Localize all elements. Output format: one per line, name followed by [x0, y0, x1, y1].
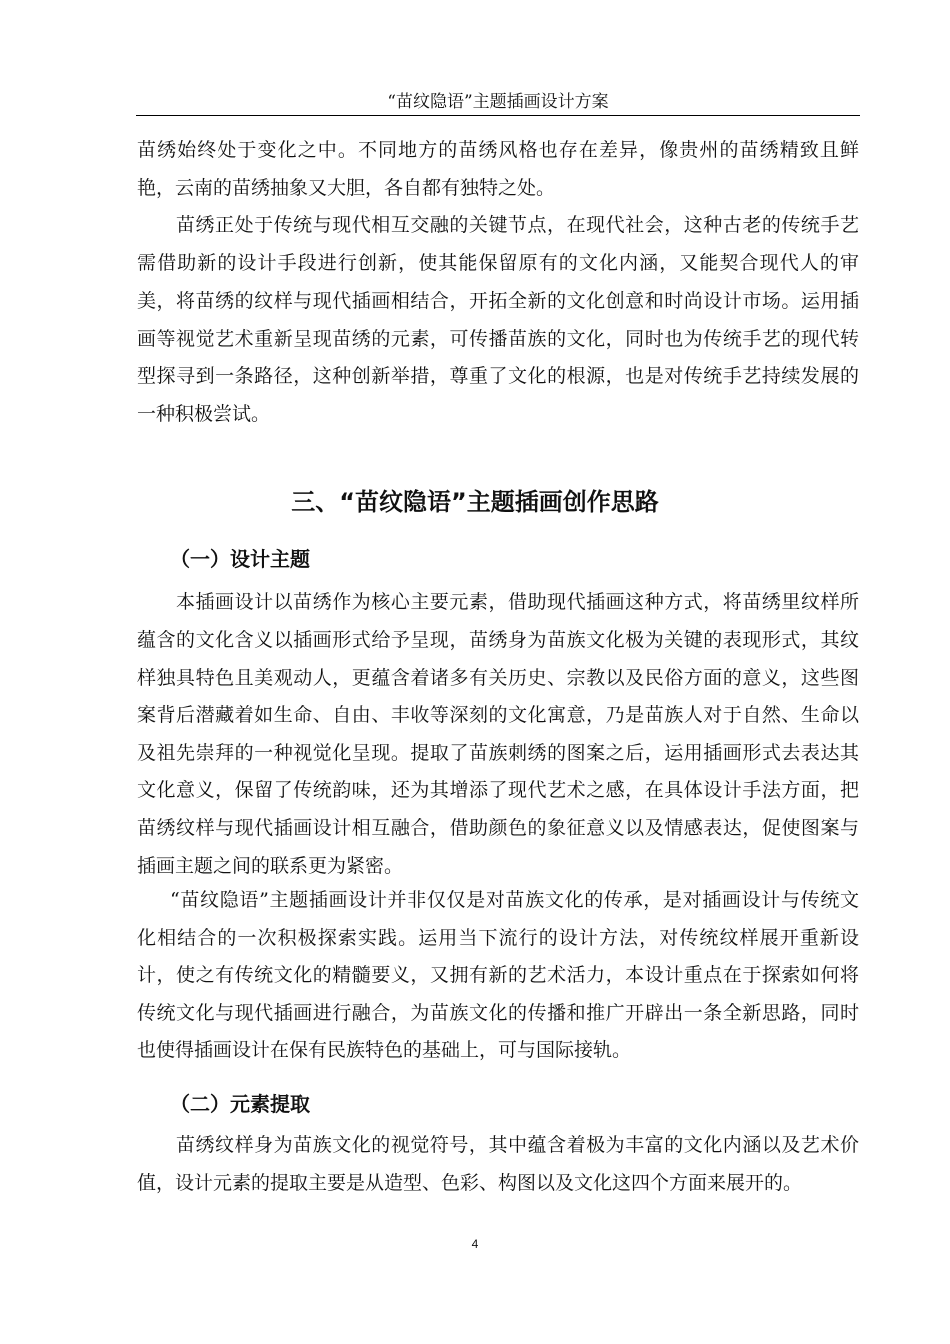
- paragraph-line: 文化意义，保留了传统韵味，还为其增添了现代艺术之感，在具体设计手法方面，把: [137, 779, 859, 801]
- running-header: “苗纹隐语”主题插画设计方案: [387, 92, 609, 112]
- paragraph-line: 需借助新的设计手段进行创新，使其能保留原有的文化内涵，又能契合现代人的审: [137, 252, 859, 274]
- paragraph-line: 一种积极尝试。: [137, 403, 271, 425]
- paragraph-line: 及祖先崇拜的一种视觉化呈现。提取了苗族刺绣的图案之后，运用插画形式去表达其: [137, 742, 859, 764]
- paragraph-line: 插画主题之间的联系更为紧密。: [137, 855, 404, 877]
- paragraph-line: 蕴含的文化含义以插画形式给予呈现，苗绣身为苗族文化极为关键的表现形式，其纹: [137, 629, 859, 651]
- paragraph-line: 苗绣正处于传统与现代相互交融的关键节点，在现代社会，这种古老的传统手艺: [176, 214, 859, 236]
- paragraph-line: 案背后潜藏着如生命、自由、丰收等深刻的文化寓意，乃是苗族人对于自然、生命以: [137, 704, 859, 726]
- page-number: 4: [471, 1237, 479, 1251]
- header-rule: [136, 115, 860, 116]
- paragraph-line: 美，将苗绣的纹样与现代插画相结合，开拓全新的文化创意和时尚设计市场。运用插: [137, 290, 859, 312]
- paragraph-line: 画等视觉艺术重新呈现苗绣的元素，可传播苗族的文化，同时也为传统手艺的现代转: [137, 328, 859, 350]
- paragraph-line: 苗绣纹样身为苗族文化的视觉符号，其中蕴含着极为丰富的文化内涵以及艺术价: [176, 1134, 859, 1156]
- paragraph-line: 艳，云南的苗绣抽象又大胆，各自都有独特之处。: [137, 177, 556, 199]
- paragraph-line: 苗绣始终处于变化之中。不同地方的苗绣风格也存在差异，像贵州的苗绣精致且鲜: [137, 139, 859, 161]
- paragraph-line: 计，使之有传统文化的精髓要义，又拥有新的艺术活力，本设计重点在于探索如何将: [137, 964, 859, 986]
- paragraph-line: 化相结合的一次积极探索实践。运用当下流行的设计方法，对传统纹样展开重新设: [137, 927, 859, 949]
- paragraph-line: 值，设计元素的提取主要是从造型、色彩、构图以及文化这四个方面来展开的。: [137, 1172, 803, 1194]
- paragraph-line: 样独具特色且美观动人，更蕴含着诸多有关历史、宗教以及民俗方面的意义，这些图: [137, 667, 859, 689]
- subsection-heading: （一）设计主题: [170, 547, 310, 571]
- paragraph-line: 本插画设计以苗绣作为核心主要元素，借助现代插画这种方式，将苗绣里纹样所: [176, 591, 859, 613]
- paragraph-line: “苗纹隐语”主题插画设计并非仅仅是对苗族文化的传承，是对插画设计与传统文: [170, 889, 859, 911]
- paragraph-line: 也使得插画设计在保有民族特色的基础上，可与国际接轨。: [137, 1039, 632, 1061]
- paragraph-line: 型探寻到一条路径，这种创新举措，尊重了文化的根源，也是对传统手艺持续发展的: [137, 365, 859, 387]
- paragraph-line: 苗绣纹样与现代插画设计相互融合，借助颜色的象征意义以及情感表达，促使图案与: [137, 817, 859, 839]
- subsection-heading: （二）元素提取: [170, 1092, 310, 1116]
- section-heading: 三、“苗纹隐语”主题插画创作思路: [291, 488, 659, 516]
- paragraph-line: 传统文化与现代插画进行融合，为苗族文化的传播和推广开辟出一条全新思路，同时: [137, 1002, 859, 1024]
